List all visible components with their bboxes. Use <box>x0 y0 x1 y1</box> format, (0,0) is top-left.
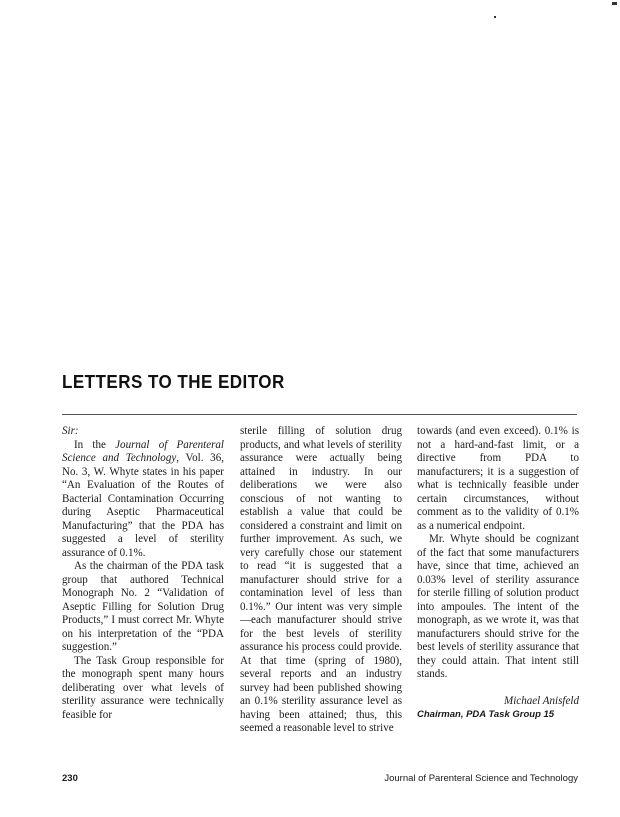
paragraph-3-end: towards (and even exceed). 0.1% is not a hard-and-fast limit, or a directive from PDA to manufacturers; it is a suggestion of what is technically feasible under certain circumstances, without comment as to the validity of 0.1% as a numerical endpoint. <box>417 425 579 532</box>
paragraph-1-text: , Vol. 36, No. 3, W. Whyte states in his paper “An Evaluation of the Routes of Bacterial Contamination Occurring during Aseptic Pharmaceutical Manufacturing” that the PDA has suggested a level of sterility assurance of 0.1%. <box>62 452 224 559</box>
column-3 <box>417 425 579 722</box>
paragraph-1 <box>62 439 224 561</box>
scan-speck <box>612 2 617 5</box>
journal-footer: Journal of Parenteral Science and Technology <box>384 773 578 784</box>
affiliation: Chairman, PDA Task Group 15 <box>417 709 555 720</box>
paragraph-2: As the chairman of the PDA task group that authored Technical Monograph No. 2 “Validation of Aseptic Filling for Solution Drug Products,” I must correct Mr. Whyte on his interpretation of the “PDA suggestion.” <box>62 560 224 653</box>
paragraph-1-lead: In the <box>74 438 116 451</box>
column-1 <box>62 425 224 722</box>
column-2 <box>240 425 402 736</box>
page-number: 230 <box>62 773 78 784</box>
paragraph-4: Mr. Whyte should be cognizant of the fact that some manufacturers have, since that time, achieved an 0.03% level of sterility assurance for sterile filling of solution product into ampoules. The intent of the monograph, as we wrote it, was that manufacturers should strive for the best levels of sterility assurance that they could attain. That intent still stands. <box>417 533 579 680</box>
journal-citation: Journal of Parenteral Science and Technology <box>62 438 224 464</box>
paragraph-3-continued: sterile filling of solution drug products, and what levels of sterility assurance were actually being attained in industry. In our deliberations we were also conscious of not wanting to establish a value that could be considered a constraint and limit on further improvement. As such, we very carefully chose our statement to read “it is suggested that a manufacturer should strive for a contamination level of less than 0.1%.” Our intent was very simple—each manufacturer should strive for the best levels of sterility assurance his process could provide. At that time (spring of 1980), several reports and an industry survey had been published showing an 0.1% sterility assurance level as having been attained; thus, this seemed a reasonable level to strive <box>240 425 402 734</box>
heading-rule <box>62 414 577 415</box>
paragraph-3: The Task Group responsible for the monograph spent many hours deliberating over what levels of sterility assurance were technically feasible for <box>62 654 224 721</box>
section-heading: LETTERS TO THE EDITOR <box>62 371 285 392</box>
salutation: Sir: <box>62 425 79 437</box>
signature: Michael Anisfeld <box>504 694 579 707</box>
scan-speck <box>494 16 496 18</box>
